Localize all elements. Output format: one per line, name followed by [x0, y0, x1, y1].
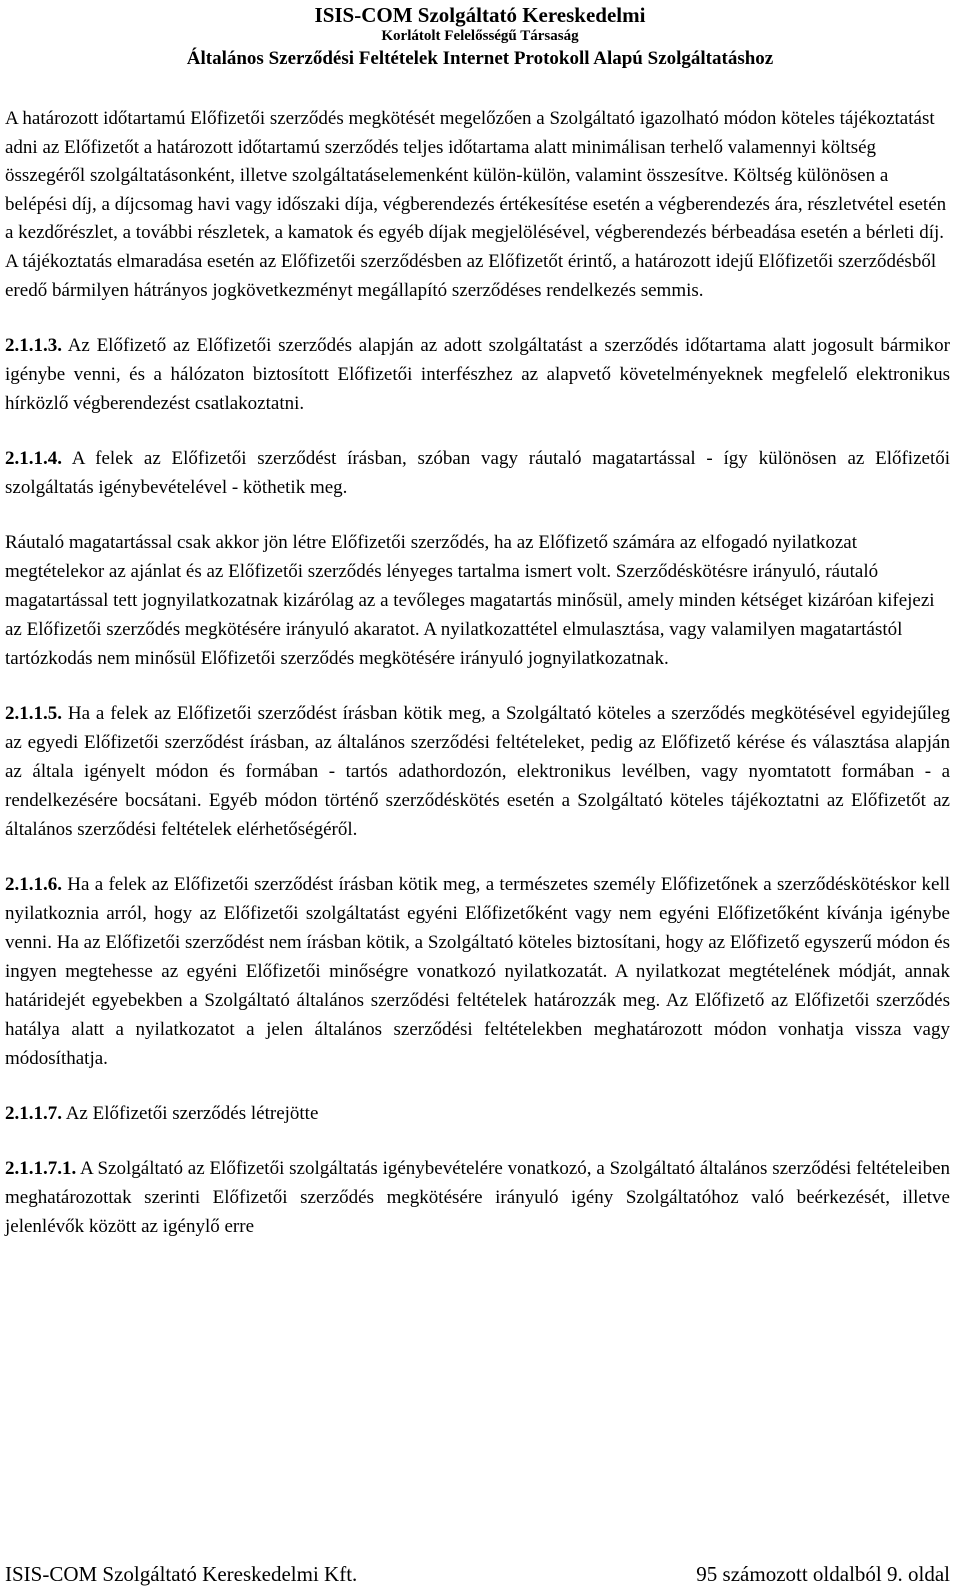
section-number: 2.1.1.5.: [5, 703, 62, 725]
document-title: Általános Szerződési Feltételek Internet Protokoll Alapú Szolgáltatáshoz: [186, 48, 774, 69]
paragraph-implied-conduct: Ráutaló magatartással csak akkor jön létre Előfizetői szerződés, ha az Előfizető számára az elfogadó nyilatkozat megtételekor az ajánlat és az Előfizetői szerződés lényeges tartalma ismert volt. Szerződéskötésre irányuló, ráutaló magatartással tett jognyilatkozatnak kizárólag az a tevőleges magatartás minősül, amely minden kétséget kizáróan kifejezi az Előfizetői szerződés megkötésére irányuló akaratot. A nyilatkozattétel elmulasztása, vagy valamilyen magatartástól tartózkodás nem minősül Előfizetői szerződés megkötésére irányuló jognyilatkozatnak.: [5, 532, 935, 670]
section-number: 2.1.1.3.: [5, 335, 62, 357]
heading-2-1-1-7: [5, 1099, 950, 1128]
paragraph-intro: A határozott időtartamú Előfizetői szerződés megkötését megelőzően a Szolgáltató igazolható módon köteles tájékoztatást adni az Előfizetőt a határozott időtartamú szerződés teljes időtartama alatt minimálisan terhelő valamennyi költség összegéről szolgáltatásonként, illetve szolgáltatáselemenként külön-külön, valamint összesítve. Költség különösen a belépési díj, a díjcsomag havi vagy időszaki díja, végberendezés értékesítése esetén a végberendezés ára, részletvétel esetén a kezdőrészlet, a további részletek, a kamatok és egyéb díjak megjelölésével, végberendezés bérbeadása esetén a bérleti díj. A tájékoztatás elmaradása esetén az Előfizetői szerződésben az Előfizetőt érintő, a határozott idejű Előfizetői szerződésből eredő bármilyen hátrányos jogkövetkezményt megállapító szerződéses rendelkezés semmis.: [5, 108, 947, 301]
section-number: 2.1.1.4.: [5, 448, 62, 470]
company-form: Korlátolt Felelősségű Társaság: [381, 28, 579, 44]
section-number: 2.1.1.6.: [5, 874, 62, 896]
paragraph-text: A Szolgáltató az Előfizetői szolgáltatás igénybevételére vonatkozó, a Szolgáltató általános szerződési feltételeiben meghatározottak szerinti Előfizetői szerződés megkötésére irányuló igény Szolgáltatóhoz való beérkezését, illetve jelenlévők között az igénylő erre: [5, 1158, 951, 1238]
paragraph-2-1-1-5: [5, 699, 950, 844]
footer-page-number: 95 számozott oldalból 9. oldal: [696, 1562, 950, 1586]
page-footer: [5, 1562, 950, 1586]
paragraph-2-1-1-4: [5, 444, 950, 502]
paragraph-2-1-1-7-1: [5, 1154, 950, 1241]
paragraph-2-1-1-6: [5, 870, 950, 1073]
paragraph-text: Ha a felek az Előfizetői szerződést írásban kötik meg, a Szolgáltató köteles a szerződés megkötésével egyidejűleg az egyedi Előfizetői szerződést írásban, az általános szerződési feltételeket, pedig az Előfizető kérése és választása alapján az általa igényelt módon és formában - tartós adathordozón, elektronikus levélben, vagy nyomtatott formában - a rendelkezésére bocsátani. Egyéb módon történő szerződéskötés esetén a Szolgáltató köteles tájékoztatni az Előfizetőt az általános szerződési feltételek elérhetőségéről.: [5, 703, 951, 841]
paragraph-text: A felek az Előfizetői szerződést írásban, szóban vagy ráutaló magatartással - így különösen az Előfizetői szolgáltatás igénybevételével - köthetik meg.: [5, 448, 950, 499]
document-body: [5, 105, 950, 1267]
paragraph-text: Az Előfizető az Előfizetői szerződés alapján az adott szolgáltatást a szerződés időtartama alatt jogosult bármikor igénybe venni, és a hálózaton biztosított Előfizetői interfészhez az alapvető követelményeknek megfelelő elektronikus hírközlő végberendezést csatlakoztatni.: [5, 335, 950, 415]
section-heading: Az Előfizetői szerződés létrejötte: [65, 1103, 319, 1125]
section-number: 2.1.1.7.1.: [5, 1158, 77, 1180]
section-number: 2.1.1.7.: [5, 1103, 62, 1125]
footer-company: ISIS-COM Szolgáltató Kereskedelmi Kft.: [5, 1562, 358, 1586]
paragraph-2-1-1-3: [5, 331, 950, 418]
page-header: [0, 0, 960, 72]
paragraph-text: Ha a felek az Előfizetői szerződést írásban kötik meg, a természetes személy Előfizetőnek a szerződéskötéskor kell nyilatkoznia arról, hogy az Előfizetői szolgáltatást egyéni Előfizetőként vagy nem egyéni Előfizetőként kívánja igénybe venni. Ha az Előfizetői szerződést nem írásban kötik, a Szolgáltató köteles biztosítani, hogy az Előfizető egyszerű módon és ingyen megtehesse az egyéni Előfizetői minőségre vonatkozó nyilatkozatát. A nyilatkozat megtételének módját, annak határidejét egyebekben a Szolgáltató általános szerződési feltételek határozzák meg. Az Előfizető az Előfizetői szerződés hatálya alatt a nyilatkozatot a jelen általános szerződési feltételekben meghatározott módon vonhatja vissza vagy módosíthatja.: [5, 874, 951, 1070]
company-name: ISIS-COM Szolgáltató Kereskedelmi: [314, 3, 646, 27]
